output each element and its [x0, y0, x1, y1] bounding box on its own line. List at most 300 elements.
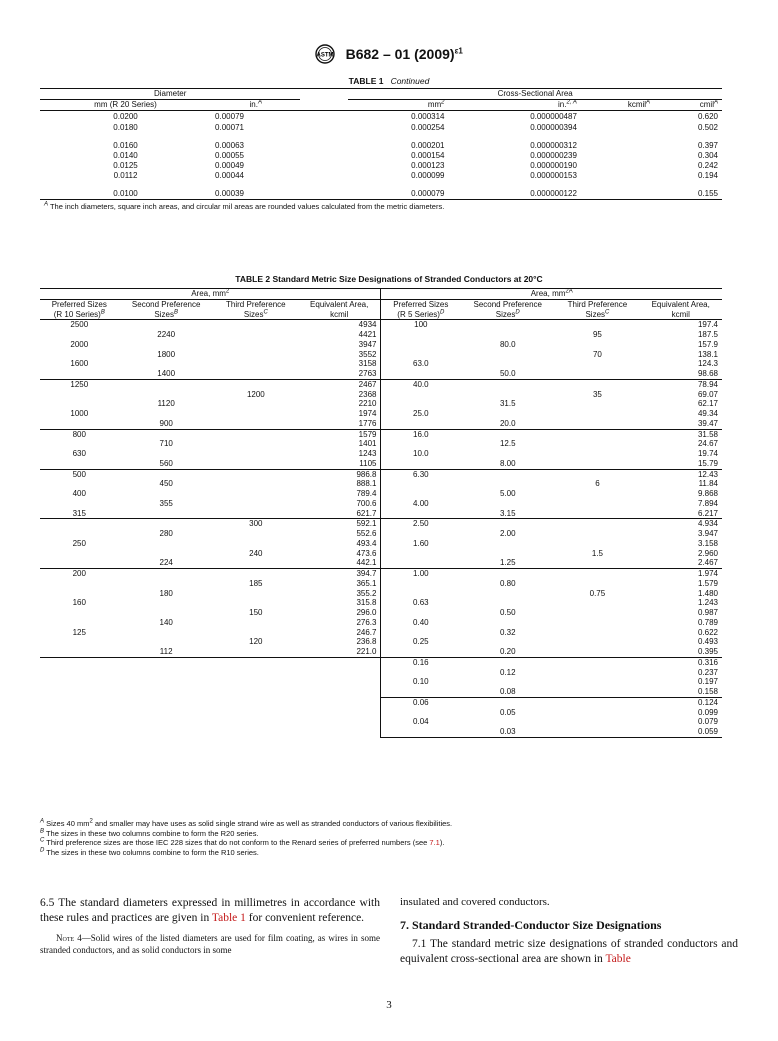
t2-row — [40, 569, 722, 579]
t2-cell: 0.75 — [589, 588, 606, 598]
t1-cell: 0.000254 — [411, 122, 445, 132]
t2-cell — [119, 677, 214, 687]
t2-cell — [460, 469, 555, 479]
t2-cell — [214, 687, 298, 697]
t2-cell — [40, 330, 119, 340]
t1-cell: 0.0100 — [113, 188, 138, 198]
t2-cell: 4.00 — [381, 499, 460, 509]
t2-cell: 442.1 — [298, 558, 381, 568]
t2-cell: 0.079 — [697, 717, 718, 727]
t2-row — [40, 628, 722, 638]
t2-cell — [40, 657, 119, 667]
t1-cell: 0.00044 — [215, 170, 244, 180]
t2-row — [40, 359, 722, 369]
t2-cell — [381, 558, 460, 568]
t2-cell — [381, 390, 460, 400]
t2-row — [40, 429, 722, 439]
t2-cell: 3158 — [358, 359, 377, 369]
t2-row — [40, 717, 722, 727]
t2-cell: 221.0 — [298, 647, 381, 657]
t1-cell: 0.000079 — [411, 188, 445, 198]
t2-cell: 0.987 — [697, 608, 718, 617]
t2-cell: 4.934 — [697, 519, 718, 529]
t2-cell: 224 — [119, 558, 214, 568]
t2-cell — [119, 598, 214, 608]
table1-caption: TABLE 1 Continued — [348, 76, 430, 86]
t2-cell: 0.059 — [639, 727, 722, 737]
t2-right-group-header: Area, $mm^{2A}$ — [381, 289, 722, 300]
t2-cell: 0.12 — [499, 667, 516, 677]
t2-cell: 246.7 — [356, 627, 377, 637]
t2-row — [40, 369, 722, 379]
t1-col-header: in.$^{2, A}$ — [558, 99, 577, 109]
t2-cell — [214, 708, 298, 718]
t2-cell — [119, 697, 214, 707]
t2-cell: 1000 — [70, 409, 89, 418]
section-7-1-link[interactable]: 7.1 — [429, 838, 440, 847]
t2-cell: 24.67 — [697, 439, 718, 449]
t2-row — [40, 637, 722, 647]
t2-cell — [381, 708, 460, 718]
t2-cell — [40, 668, 119, 678]
t2-cell: 2368 — [358, 389, 377, 399]
t2-cell — [381, 330, 460, 340]
t2-cell: 355 — [159, 498, 173, 508]
t2-cell — [298, 677, 381, 687]
note-4-continued: insulated and covered conductors. — [400, 896, 550, 908]
t2-cell — [555, 429, 639, 439]
t2-cell — [214, 647, 298, 657]
t1-cell: 0.000000190 — [530, 160, 577, 170]
t2-cell: 15.79 — [639, 459, 722, 469]
t2-cell — [40, 419, 119, 429]
t2-cell: 0.395 — [639, 647, 722, 657]
t2-cell — [40, 549, 119, 559]
t2-cell: 19.74 — [697, 449, 718, 458]
t2-row — [40, 647, 722, 657]
t2-cell — [119, 637, 214, 647]
t2-cell — [381, 459, 460, 469]
t2-cell — [40, 459, 119, 469]
t2-cell — [214, 379, 298, 389]
t2-row — [40, 379, 722, 389]
t2-cell: 39.47 — [639, 419, 722, 429]
t1-row — [40, 161, 722, 171]
t1-cell: 0.00039 — [215, 188, 244, 198]
t2-row — [40, 459, 722, 469]
t2-cell: 69.07 — [697, 389, 718, 399]
t2-cell — [555, 320, 639, 330]
t2-cell: 0.63 — [381, 598, 460, 608]
t2-cell: 0.05 — [499, 707, 516, 717]
t1-cell — [581, 161, 654, 171]
t2-cell: 1105 — [298, 459, 381, 469]
t2-row — [40, 499, 722, 509]
t2-cell: 1776 — [298, 419, 381, 429]
t2-cell — [119, 539, 214, 549]
t2-cell: 1.5 — [591, 548, 603, 558]
t2-cell — [460, 657, 555, 667]
t2-cell — [119, 379, 214, 389]
t2-cell — [40, 589, 119, 599]
t1-col-header: $mm^2$ — [427, 99, 445, 109]
t2-cell: 180 — [159, 588, 173, 598]
t1-cell: 0.000000153 — [530, 170, 577, 180]
t2-cell: 789.4 — [356, 489, 377, 498]
t2-row — [40, 340, 722, 350]
t1-cell: 0.304 — [697, 150, 718, 160]
t2-cell — [119, 628, 214, 638]
t2-row — [40, 598, 722, 608]
t2-cell: 6.30 — [381, 469, 460, 479]
t2-cell — [40, 369, 119, 379]
t1-cell: 0.397 — [697, 140, 718, 150]
t2-cell — [214, 657, 298, 667]
t2-footnote: $^B$ The sizes in these two columns combine to form the R20 series. — [40, 828, 259, 838]
t1-area-header: Cross-Sectional Area — [348, 89, 722, 100]
t2-row — [40, 399, 722, 409]
t1-cell: 0.000000239 — [530, 150, 577, 160]
t2-cell: 160 — [72, 598, 86, 608]
t1-cell: 0.0160 — [113, 140, 138, 150]
t2-cell: 1200 — [246, 389, 265, 399]
t2-cell: 0.10 — [381, 677, 460, 687]
t1-col-header: in.$^A$ — [249, 99, 262, 109]
t2-cell: 1120 — [157, 399, 175, 409]
t2-cell — [381, 340, 460, 350]
t2-cell — [460, 479, 555, 489]
t2-cell — [460, 429, 555, 439]
t2-row — [40, 618, 722, 628]
t2-cell — [555, 708, 639, 718]
t2-cell — [40, 350, 119, 360]
t2-cell — [460, 637, 555, 647]
t2-cell: 62.17 — [697, 399, 718, 409]
t2-cell — [555, 340, 639, 350]
t2-left-group-header: Area, $mm^2$ — [191, 288, 230, 298]
t2-cell: 0.16 — [381, 657, 460, 667]
t2-cell: 0.08 — [460, 687, 555, 697]
t2-cell — [555, 569, 639, 579]
t2-row — [40, 668, 722, 678]
t2-footnote: $^D$ The sizes in these two columns combine to form the R10 series. — [40, 847, 259, 857]
t2-cell — [119, 579, 214, 589]
t2-cell: 124.3 — [697, 359, 718, 369]
t1-cell: 0.000314 — [411, 111, 445, 121]
t1-col-header: kcmil$^A$ — [627, 99, 651, 109]
t1-cell: 0.000000312 — [530, 140, 577, 150]
t2-cell — [119, 489, 214, 499]
t1-cell: 0.0180 — [113, 122, 138, 132]
t1-cell: 0.502 — [697, 122, 718, 132]
t2-row — [40, 469, 722, 479]
t2-cell — [40, 399, 119, 409]
t2-cell — [40, 608, 119, 618]
t2-cell: 493.4 — [356, 538, 377, 548]
t2-cell — [214, 330, 298, 340]
t2-cell — [214, 727, 298, 737]
t2-cell — [119, 657, 214, 667]
t2-cell — [298, 687, 381, 697]
t2-cell: 49.34 — [697, 409, 718, 418]
t2-cell — [298, 668, 381, 678]
t2-row — [40, 449, 722, 459]
table2-link[interactable]: Table — [605, 953, 631, 965]
t2-cell: 2210 — [358, 399, 377, 409]
t2-cell: 1800 — [157, 349, 176, 359]
t2-footnote: $^A$ Sizes 40 $mm^2$ and smaller may have uses as solid single strand wire as well as stranded conductors of various flexibilities. — [40, 818, 453, 828]
t2-cell: 560 — [119, 459, 214, 469]
t2-cell: 4421 — [358, 330, 377, 339]
t2-cell: 0.80 — [499, 578, 516, 588]
t2-cell: 1.243 — [697, 598, 718, 608]
t2-cell — [119, 549, 214, 559]
t2-cell: 40.0 — [381, 379, 460, 389]
t2-cell: 125 — [72, 627, 86, 637]
t2-cell — [119, 320, 214, 330]
t2-cell: 1401 — [358, 439, 377, 449]
t2-cell: 280 — [159, 529, 173, 538]
paragraph-6-5: 6.5 The standard diameters expressed in millimetres in accordance with these rules and practices are given in Table 1 for convenient reference. — [40, 897, 380, 924]
t2-cell — [555, 499, 639, 509]
t2-row — [40, 320, 722, 330]
t2-col-header: Second Preference Sizes$^B$ — [131, 299, 201, 319]
t2-cell — [555, 419, 639, 429]
t1-cell: 0.242 — [697, 160, 718, 170]
t2-cell — [555, 579, 639, 589]
section-7-heading: 7. Standard Stranded-Conductor Size Designations — [400, 918, 662, 932]
t2-cell — [460, 519, 555, 529]
t2-cell — [214, 359, 298, 369]
t2-cell — [555, 668, 639, 678]
t2-cell: 11.84 — [698, 479, 718, 489]
t2-cell: 157.9 — [697, 339, 718, 349]
t2-cell: 9.868 — [697, 489, 718, 498]
t2-cell — [381, 628, 460, 638]
t2-cell — [214, 589, 298, 599]
right-column — [400, 896, 738, 967]
t2-cell — [381, 419, 460, 429]
t1-cell: 0.620 — [697, 111, 718, 121]
t2-cell — [214, 668, 298, 678]
t2-cell: 20.0 — [460, 419, 555, 429]
t2-cell: 296.0 — [356, 608, 377, 617]
t1-cell: 0.00055 — [215, 150, 244, 160]
t2-cell — [40, 677, 119, 687]
t2-cell: 1.25 — [460, 558, 555, 568]
table-footnotes — [40, 819, 730, 857]
t2-cell: 0.04 — [381, 717, 460, 727]
t2-col-header: Second Preference Sizes$^D$ — [473, 299, 542, 319]
t2-cell: 1.00 — [381, 569, 460, 579]
t2-cell: 4934 — [358, 320, 377, 330]
t2-cell: 2763 — [298, 369, 381, 379]
t2-cell — [381, 687, 460, 697]
t2-cell: 8.00 — [460, 459, 555, 469]
t1-cell: 0.00079 — [215, 111, 244, 121]
page-number: 3 — [386, 999, 392, 1011]
t2-cell: 1.974 — [697, 569, 718, 578]
t2-cell — [214, 697, 298, 707]
t2-cell — [460, 569, 555, 579]
t2-cell: 3.947 — [697, 529, 718, 538]
t2-cell: 2.00 — [499, 529, 516, 538]
t2-cell: 1974 — [358, 409, 377, 418]
t2-cell: 0.06 — [381, 697, 460, 707]
t2-cell — [381, 608, 460, 618]
t2-cell: 630 — [72, 449, 86, 458]
t2-cell — [40, 558, 119, 568]
t2-cell — [119, 409, 214, 419]
t2-cell: 400 — [72, 489, 86, 498]
t2-cell: 2.960 — [697, 548, 718, 558]
t2-row — [40, 509, 722, 519]
t2-cell — [40, 717, 119, 727]
t2-cell — [119, 429, 214, 439]
t2-cell — [214, 409, 298, 419]
t1-cell: 0.0112 — [113, 170, 138, 180]
t2-row — [40, 409, 722, 419]
t1-cell: 0.00063 — [215, 140, 244, 150]
t2-row — [40, 677, 722, 687]
t2-row — [40, 657, 722, 667]
t2-cell: 2240 — [157, 330, 176, 339]
t1-cell — [581, 141, 654, 151]
t2-row — [40, 350, 722, 360]
t2-cell: 315.8 — [356, 598, 377, 608]
t2-cell: 70 — [592, 349, 602, 359]
t2-cell — [555, 647, 639, 657]
t2-cell — [460, 499, 555, 509]
t2-cell: 800 — [72, 429, 86, 439]
t2-cell — [214, 539, 298, 549]
t2-cell — [40, 390, 119, 400]
t1-cell: 0.000000394 — [530, 122, 577, 132]
t2-cell — [40, 618, 119, 628]
t2-cell: 7.894 — [697, 498, 718, 508]
t2-cell: 3947 — [358, 339, 377, 349]
t2-row — [40, 558, 722, 568]
t2-cell — [119, 509, 214, 519]
t2-cell: 100 — [381, 320, 460, 330]
t2-cell — [214, 628, 298, 638]
t2-cell: 450 — [159, 479, 173, 489]
t2-cell — [381, 529, 460, 539]
t2-cell — [555, 657, 639, 667]
t2-cell: 1243 — [358, 449, 377, 458]
t2-cell — [460, 449, 555, 459]
t2-cell — [381, 647, 460, 657]
t2-cell — [381, 579, 460, 589]
t2-cell — [460, 589, 555, 599]
t2-cell: 3552 — [358, 349, 377, 359]
t2-row — [40, 708, 722, 718]
t1-cell — [581, 171, 654, 181]
t2-cell: 0.789 — [697, 617, 718, 627]
t2-col-header: Preferred Sizes (R 10 Series)$^B$ — [51, 299, 107, 319]
t2-cell: 0.25 — [381, 637, 460, 647]
t2-cell: 394.7 — [356, 569, 377, 578]
t2-cell — [119, 569, 214, 579]
t2-cell — [381, 369, 460, 379]
t1-cell: 0.0125 — [113, 160, 138, 170]
t2-cell: 0.124 — [697, 697, 718, 707]
t2-row — [40, 579, 722, 589]
t2-cell — [555, 529, 639, 539]
t2-cell: 300 — [249, 519, 263, 529]
t2-cell — [214, 529, 298, 539]
t1-cell: 0.155 — [697, 188, 718, 198]
t2-row — [40, 589, 722, 599]
t1-cell: 0.000000487 — [530, 111, 577, 121]
t2-cell: 200 — [72, 569, 86, 578]
t2-cell: 185 — [249, 578, 263, 588]
t2-cell: 2.467 — [639, 558, 722, 568]
t2-cell: 276.3 — [356, 617, 377, 627]
t1-cell — [581, 111, 654, 123]
t2-cell: 1.579 — [697, 578, 718, 588]
t2-cell: 0.197 — [697, 677, 718, 687]
t2-cell: 2500 — [70, 320, 89, 330]
t2-cell: 3.158 — [697, 538, 718, 548]
t2-cell: 25.0 — [381, 409, 460, 419]
t2-cell — [555, 539, 639, 549]
t2-cell — [460, 717, 555, 727]
t2-cell — [460, 390, 555, 400]
t2-row — [40, 489, 722, 499]
t2-cell — [214, 449, 298, 459]
t2-cell: 3.15 — [460, 509, 555, 519]
t2-cell: 1250 — [70, 379, 89, 389]
t2-row — [40, 390, 722, 400]
t2-cell: 0.316 — [697, 657, 718, 667]
t2-cell — [214, 618, 298, 628]
t2-cell — [555, 359, 639, 369]
table1-link[interactable]: Table 1 — [211, 912, 246, 924]
t2-row — [40, 439, 722, 449]
t2-cell — [555, 637, 639, 647]
t2-cell — [460, 539, 555, 549]
t2-cell — [555, 697, 639, 707]
t2-cell: 6 — [595, 479, 600, 489]
t2-cell — [555, 489, 639, 499]
t2-col-header: Equivalent Area, kcmil — [651, 299, 710, 319]
t2-cell — [555, 439, 639, 449]
t2-cell: 197.4 — [697, 320, 718, 330]
t2-cell — [460, 379, 555, 389]
t2-cell — [555, 677, 639, 687]
t1-cell: 0.194 — [697, 170, 718, 180]
t2-cell — [298, 697, 381, 707]
t2-cell: 355.2 — [356, 588, 377, 598]
t2-cell — [460, 697, 555, 707]
t2-cell — [119, 668, 214, 678]
t1-row — [40, 123, 722, 133]
t2-cell — [40, 687, 119, 697]
t2-cell — [214, 419, 298, 429]
t2-cell — [40, 647, 119, 657]
t2-cell — [119, 390, 214, 400]
table1 — [40, 88, 722, 212]
t2-cell: 0.237 — [697, 667, 718, 677]
t2-cell — [381, 479, 460, 489]
t1-cell: 0.0140 — [113, 150, 138, 160]
document-header — [0, 44, 778, 64]
t2-cell: 140 — [159, 617, 173, 627]
t1-cell: 0.000099 — [411, 170, 445, 180]
table2-title: TABLE 2 Standard Metric Size Designations of Stranded Conductors at 20°C — [235, 274, 543, 284]
t2-cell — [555, 618, 639, 628]
